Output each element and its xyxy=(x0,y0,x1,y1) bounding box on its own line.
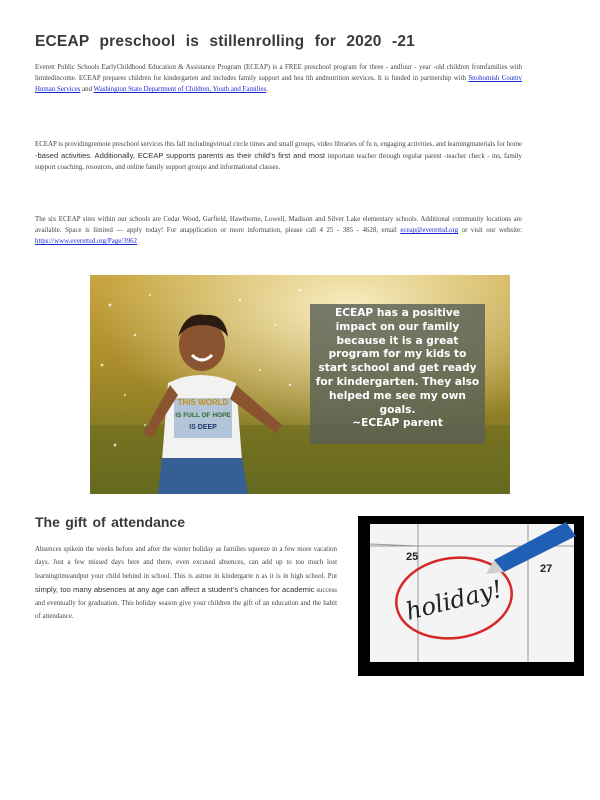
calendar-day-27: 27 xyxy=(540,563,553,575)
article-title-eceap: ECEAP preschool is stillenrolling for 2020 -21 xyxy=(35,33,415,50)
child-sprinkler-photo xyxy=(90,275,510,494)
eceap-website-link[interactable]: https://www.everettsd.org/Page/3962 xyxy=(35,238,138,245)
shirt-text-2: IS FULL OF HOPE xyxy=(175,412,231,419)
article-title-attendance: The gift of attendance xyxy=(35,514,185,530)
parent-quote-box: ECEAP has a positive impact on our family because it is a great program for my kids to start school and get ready for kindergarten. They also helped me see my own goals. ~ECEAP parent xyxy=(310,304,485,444)
holiday-calendar-photo xyxy=(358,516,584,676)
dcyf-link[interactable]: Washington State Department of Children, Youth and Families xyxy=(93,86,267,93)
quote-attribution: ~ECEAP parent xyxy=(352,417,443,430)
eceap-intro-paragraph: Everett Public Schools EarlyChildhood Education & Assistance Program (ECEAP) is a FREE preschool program for three - andfour - year -old children fromfamilies with limitedincome. ECEAP prepares children for kindergarten and includes family support and hea lth andnutrition services. It is funded in partnership with Snohomish County Human Services and Washington State Department of Children, Youth and Families. xyxy=(35,64,522,93)
eceap-email-link[interactable]: eceap@everettsd.org xyxy=(400,227,459,234)
eceap-sites-paragraph: The six ECEAP sites within our schools are Cedar Wood, Garfield, Hawthorne, Lowell, Madison and Silver Lake elementary schools. Additional community locations are available. Space is limited — apply today! For anapplication or more information, please call 4 25 - 385 - 4628, email eceap@everettsd.org or visit our website: https://www.everettsd.org/Page/3962 xyxy=(35,216,522,245)
shirt-text-3: IS DEEP xyxy=(189,424,217,431)
attendance-paragraph: Absences spikein the weeks before and after the winter holiday as families squeeze in a few more vacation days. Just a few missed days here and there, even excused absences, can add up to too much lost learningtimeandput your child behind in school. This is astrue in kindergarte n as it is in high school. Put simply, too many absences at any age can affect a student’s chances for academic success and eventually for graduation. This holiday season give your children the gift of an education and the habit of attendance. xyxy=(35,546,337,621)
snohomish-county-link[interactable]: Snohomish County Human Services xyxy=(35,75,522,93)
eceap-services-paragraph: ECEAP is providingremote preschool services this fall includingvirtual circle times and small groups, video libraries of fu n, engaging activities, and learningmaterials for home -based activities. Additionally, ECEAP supports parents as their child’s first and most important teacher through regular parent -teacher check - ins, family support coaching, resources, and online family support groups and informational classes. xyxy=(35,141,522,171)
calendar-day-25: 25 xyxy=(406,551,419,563)
shirt-text-1: THIS WORLD xyxy=(177,398,229,407)
calendar-holiday-word: holiday! xyxy=(403,574,506,626)
